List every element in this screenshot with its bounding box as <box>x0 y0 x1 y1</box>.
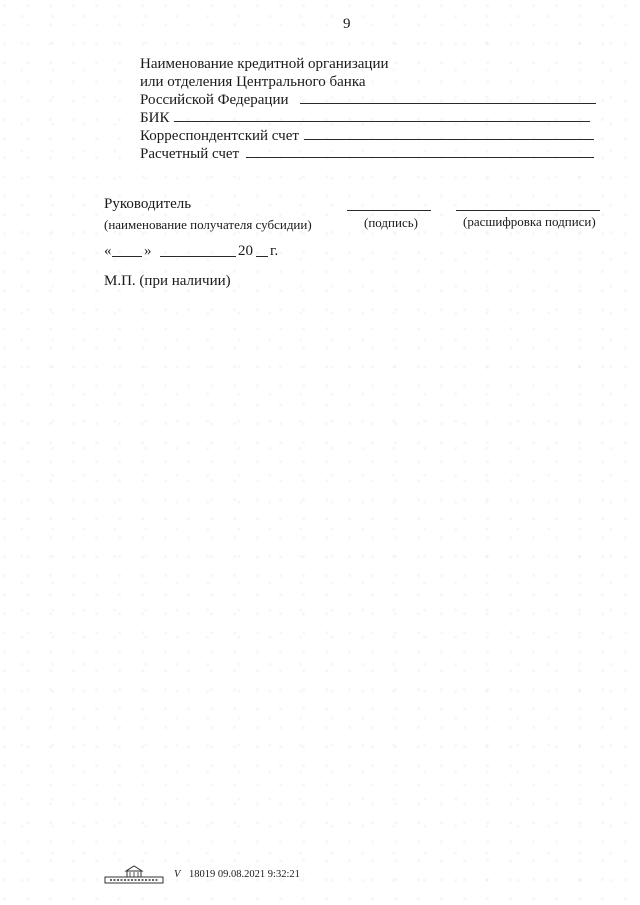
date-year-suffix: г. <box>270 243 279 259</box>
page-number: 9 <box>343 16 351 32</box>
date-close-quote: » <box>144 243 152 259</box>
footer <box>104 864 334 886</box>
bank-name-line-3: Российской Федерации <box>140 92 289 108</box>
date-open-quote: « <box>104 243 112 259</box>
date-day-blank-line <box>112 256 142 257</box>
bank-name-line-2: или отделения Центрального банка <box>140 74 366 90</box>
footer-doc-number: 18019 <box>189 869 216 880</box>
date-year-prefix: 20 <box>238 243 253 259</box>
date-month-blank-line <box>160 256 236 257</box>
correspondent-account-blank-line <box>304 139 594 140</box>
footer-registration <box>174 869 300 880</box>
registry-logo-icon <box>104 864 164 884</box>
footer-datetime: 09.08.2021 9:32:21 <box>217 869 300 880</box>
settlement-account-label: Расчетный счет <box>140 146 240 162</box>
recipient-caption: (наименование получателя субсидии) <box>104 217 312 232</box>
correspondent-account-label: Корреспондентский счет <box>140 128 299 144</box>
bik-blank-line <box>174 121 590 122</box>
decode-caption: (расшифровка подписи) <box>463 214 596 229</box>
head-label: Руководитель <box>104 196 192 212</box>
footer-mark: V <box>174 869 181 880</box>
signature-caption: (подпись) <box>364 215 418 230</box>
signature-blank-line <box>347 210 431 211</box>
bank-name-line-1: Наименование кредитной организации <box>140 56 389 72</box>
date-year-blank-line <box>256 256 268 257</box>
bank-name-blank-line <box>300 103 596 104</box>
bik-label: БИК <box>140 110 170 126</box>
settlement-account-blank-line <box>246 157 594 158</box>
decode-blank-line <box>456 210 600 211</box>
stamp-label: М.П. (при наличии) <box>104 273 231 289</box>
